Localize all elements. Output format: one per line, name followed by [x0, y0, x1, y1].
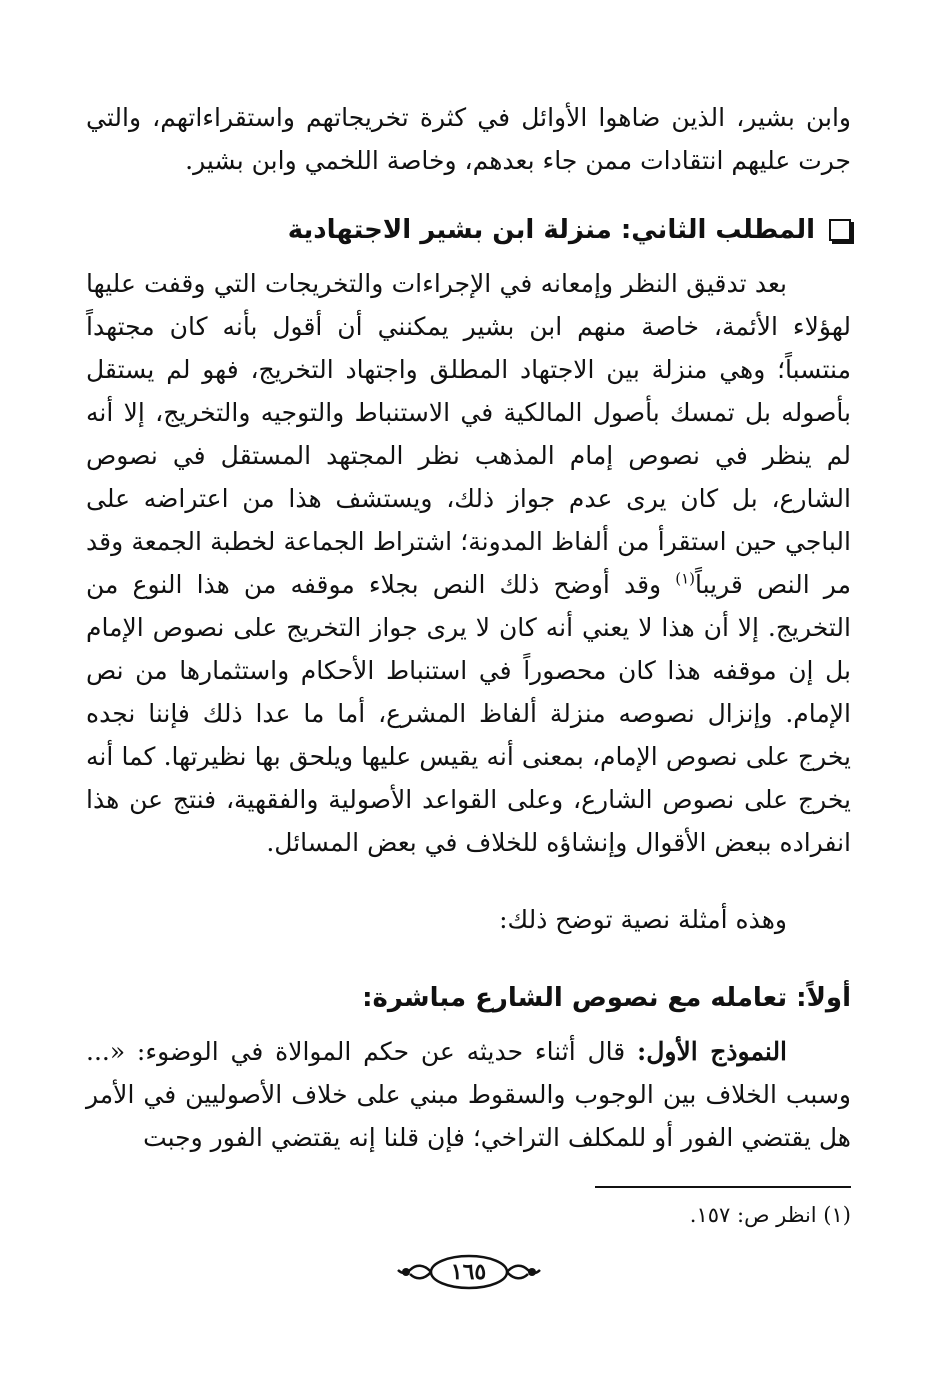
page-number: ١٦٥: [450, 1259, 487, 1285]
footnote-reference: (١): [675, 569, 695, 588]
model-one-body: قال أثناء حديثه عن حكم الموالاة في الوضوء: «... وسبب الخلاف بين الوجوب والسقوط مبني على خلاف الأصوليين في الأمر هل يقتضي الفور أو للمكلف التراخي؛ فإن قلنا إنه يقتضي الفور وجبت: [86, 1037, 851, 1152]
examples-intro: [86, 898, 851, 941]
main-paragraph-text: [86, 262, 851, 864]
footnote: [86, 1198, 851, 1232]
main-paragraph: [86, 262, 851, 864]
main-paragraph-part1: بعد تدقيق النظر وإمعانه في الإجراءات والتخريجات التي وقفت عليها لهؤلاء الأئمة، خاصة منهم ابن بشير يمكنني أن أقول بأنه كان مجتهداً منتسباً؛ وهي منزلة بين الاجتهاد المطلق واجتهاد التخريج، فهو لم يستقل بأصوله بل تمسك بأصول المالكية في الاستنباط والتوجيه والتخريج، إلا أنه لم ينظر في نصوص إمام المذهب نظر المجتهد المستقل في نصوص الشارع، بل كان يرى عدم جواز ذلك، ويستشف هذا من اعتراضه على الباجي حين استقرأ من ألفاظ المدونة؛ اشتراط الجماعة لخطبة الجمعة وقد مر النص قريباً: [86, 269, 851, 599]
model-one-lead: النموذج الأول:: [637, 1037, 788, 1066]
examples-intro-text: وهذه أمثلة نصية توضح ذلك:: [499, 905, 787, 934]
subheading-text: أولاً: تعامله مع نصوص الشارع مباشرة:: [362, 983, 851, 1013]
model-one-text: [86, 1030, 851, 1159]
page-number-ornament: [394, 1252, 544, 1292]
model-one-paragraph: [86, 1030, 851, 1159]
footnote-text: (١) انظر ص: ١٥٧.: [689, 1203, 851, 1227]
intro-paragraph: [86, 96, 851, 182]
page-number-block: [0, 1252, 937, 1292]
main-paragraph-part2: وقد أوضح ذلك النص بجلاء موقفه من هذا النوع من التخريج. إلا أن هذا لا يعني أنه كان لا يرى جواز التخريج على نصوص الإمام بل إن موقفه هذا كان محصوراً في استنباط الأحكام واستثمارها من نص الإمام. وإنزال نصوصه منزلة ألفاظ المشرع، أما ما عدا ذلك فإننا نجده يخرج على نصوص الإمام، بمعنى أنه يقيس عليها ويلحق بها نظيرتها. كما أنه يخرج على نصوص الشارع، وعلى القواعد الأصولية والفقهية، فنتج عن هذا انفراده ببعض الأقوال وإنشاؤه للخلاف في بعض المسائل.: [86, 570, 851, 857]
footnote-separator: [595, 1186, 851, 1188]
section-heading-text: المطلب الثاني: منزلة ابن بشير الاجتهادية: [287, 215, 815, 245]
intro-text: وابن بشير، الذين ضاهوا الأوائل في كثرة تخريجاتهم واستقراءاتهم، والتي جرت عليهم انتقادات ممن جاء بعدهم، وخاصة اللخمي وابن بشير.: [86, 103, 851, 175]
subheading: [86, 976, 851, 1020]
checkbox-square-icon: [829, 219, 851, 241]
section-heading: [86, 208, 851, 252]
